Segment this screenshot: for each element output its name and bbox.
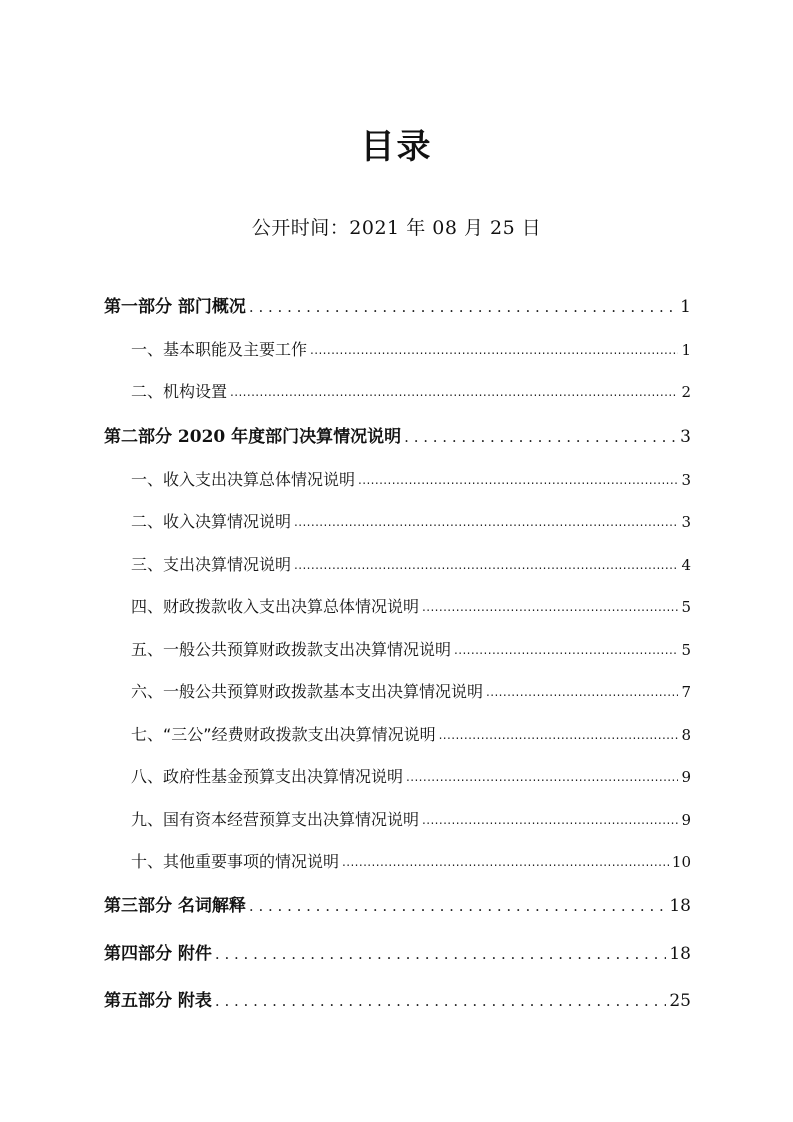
toc-entry-label: 二、收入决算情况说明 (131, 512, 292, 531)
toc-page-number: 1 (680, 297, 691, 317)
toc-dot-leader (439, 720, 679, 749)
toc-page-number: 3 (680, 427, 691, 447)
toc-entry-part-1[interactable] (104, 293, 691, 321)
toc-dot-leader (215, 940, 666, 968)
toc-entry-label: 第三部分 名词解释 (104, 896, 246, 916)
toc-entry-label: 七、“三公”经费财政拨款支出决算情况说明 (131, 725, 436, 744)
toc-page-number: 5 (681, 641, 691, 659)
toc-entry-1-2[interactable] (104, 378, 691, 406)
toc-page-number: 10 (671, 853, 691, 871)
toc-entry-2-1[interactable] (104, 466, 691, 494)
toc-entry-label: 一、收入支出决算总体情况说明 (131, 470, 356, 489)
toc-page-number: 1 (681, 341, 691, 359)
toc-entry-label: 四、财政拨款收入支出决算总体情况说明 (131, 597, 420, 616)
toc-entry-part-2[interactable] (104, 423, 691, 451)
toc-entry-1-1[interactable] (104, 336, 691, 364)
toc-dot-leader (358, 465, 678, 494)
toc-entry-label: 第二部分 2020 年度部门决算情况说明 (104, 427, 402, 447)
toc-dot-leader (486, 677, 678, 706)
toc-dot-leader (404, 423, 677, 451)
toc-dot-leader (422, 592, 678, 621)
toc-entry-label: 第五部分 附表 (104, 991, 212, 1011)
toc-page-number: 9 (681, 811, 691, 829)
toc-entry-label: 五、一般公共预算财政拨款支出决算情况说明 (131, 640, 452, 659)
toc-entry-label: 六、一般公共预算财政拨款基本支出决算情况说明 (131, 682, 484, 701)
toc-entry-2-8[interactable] (104, 763, 691, 791)
toc-dot-leader (294, 507, 678, 536)
toc-entry-part-5[interactable] (104, 987, 691, 1015)
toc-dot-leader (215, 987, 666, 1015)
publish-date: 公开时间：2021 年 08 月 25 日 (251, 217, 542, 239)
toc-page-number: 8 (681, 726, 691, 744)
toc-entry-2-3[interactable] (104, 551, 691, 579)
toc-page-number: 4 (681, 556, 691, 574)
toc-entry-2-5[interactable] (104, 636, 691, 664)
toc-entry-2-2[interactable] (104, 508, 691, 536)
toc-entry-label: 第一部分 部门概况 (104, 297, 246, 317)
toc-entry-label: 一、基本职能及主要工作 (131, 340, 308, 359)
toc-page-number: 2 (681, 383, 691, 401)
toc-dot-leader (310, 335, 678, 364)
toc-dot-leader (342, 847, 669, 876)
toc-entry-label: 二、机构设置 (131, 382, 228, 401)
toc-dot-leader (249, 293, 677, 321)
toc-dot-leader (249, 892, 666, 920)
toc-entry-part-3[interactable] (104, 892, 691, 920)
toc-entry-part-4[interactable] (104, 940, 691, 968)
toc-page-number: 9 (681, 768, 691, 786)
toc-page-number: 3 (681, 471, 691, 489)
toc-entry-2-6[interactable] (104, 678, 691, 706)
toc-entry-2-4[interactable] (104, 593, 691, 621)
toc-entry-label: 九、国有资本经营预算支出决算情况说明 (131, 810, 420, 829)
toc-page-number: 25 (669, 991, 691, 1011)
toc-entry-2-9[interactable] (104, 806, 691, 834)
toc-entry-label: 第四部分 附件 (104, 944, 212, 964)
toc-page-number: 5 (681, 598, 691, 616)
toc-entry-2-7[interactable] (104, 721, 691, 749)
toc-dot-leader (406, 762, 678, 791)
toc-dot-leader (294, 550, 678, 579)
toc-entry-label: 八、政府性基金预算支出决算情况说明 (131, 767, 404, 786)
toc-page-number: 7 (681, 683, 691, 701)
toc-entry-2-10[interactable] (104, 848, 691, 876)
toc-page-number: 3 (681, 513, 691, 531)
toc-dot-leader (422, 805, 678, 834)
toc-entry-label: 十、其他重要事项的情况说明 (131, 852, 340, 871)
toc-dot-leader (230, 377, 678, 406)
toc-page-number: 18 (669, 896, 691, 916)
page-title: 目录 (360, 126, 433, 167)
toc-dot-leader (454, 635, 678, 664)
toc-entry-label: 三、支出决算情况说明 (131, 555, 292, 574)
toc-page-number: 18 (669, 944, 691, 964)
